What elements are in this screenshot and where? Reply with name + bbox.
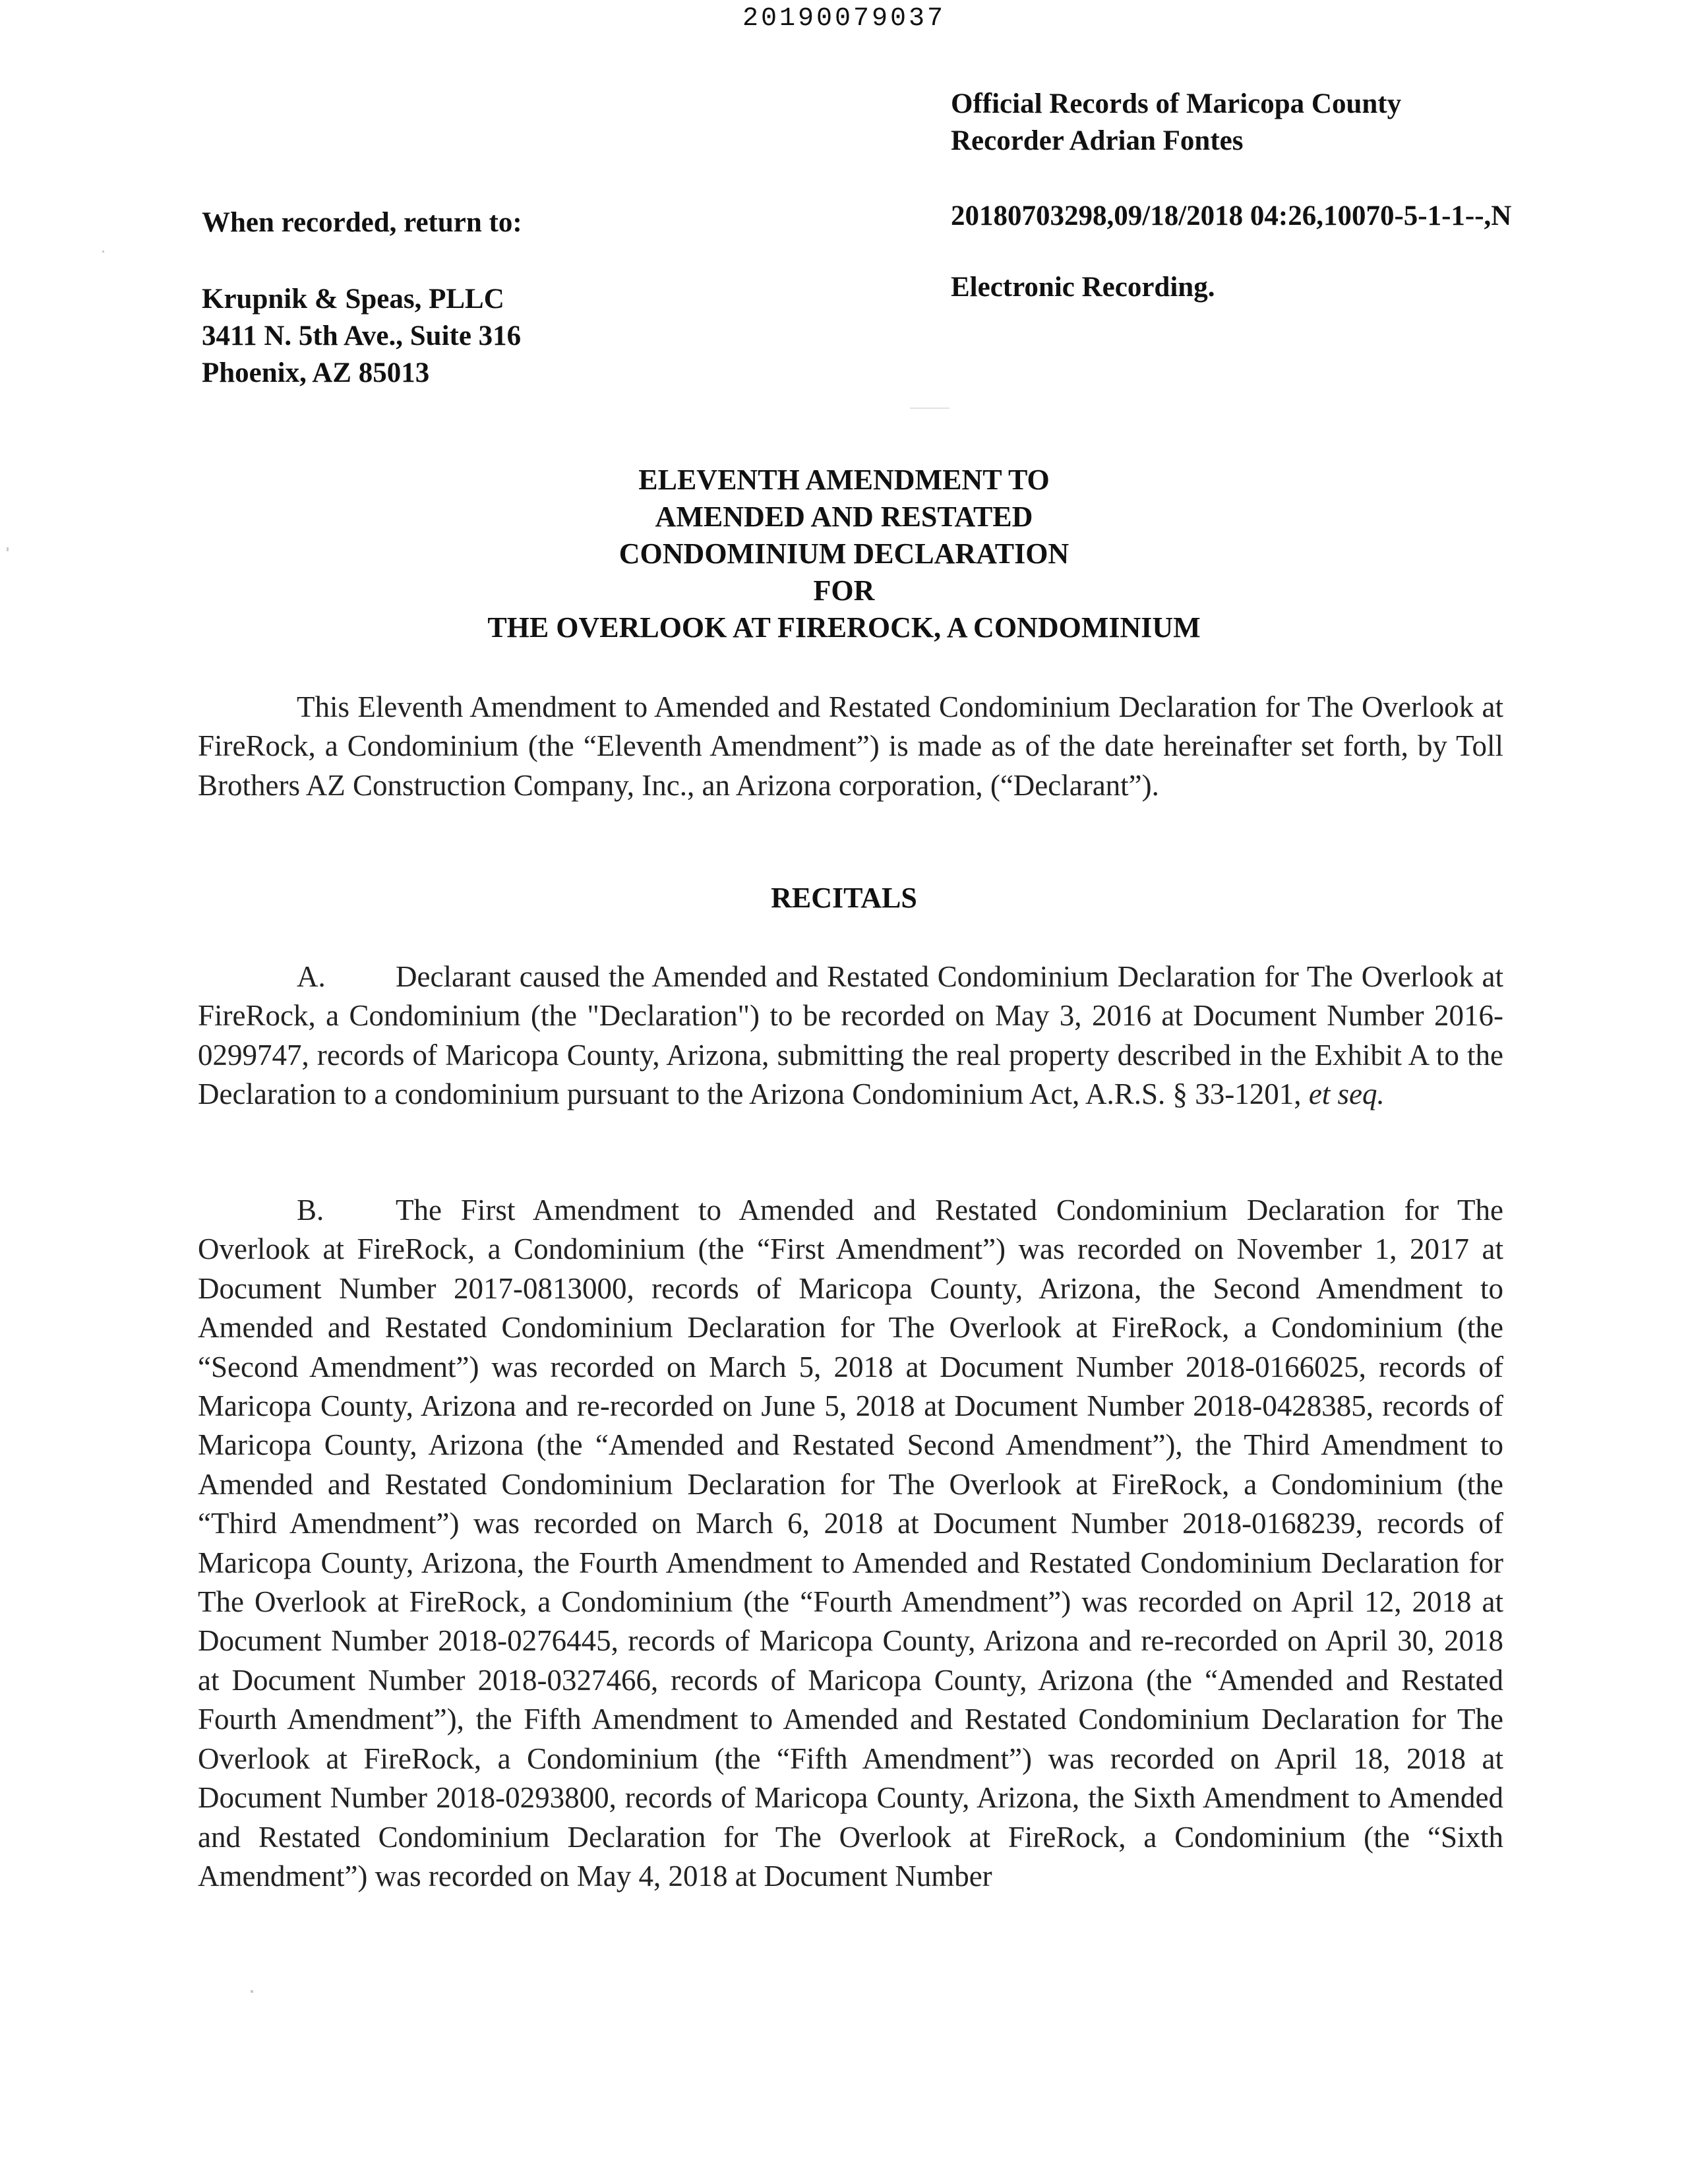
- recital-a-letter: A.: [297, 960, 326, 993]
- return-address: [202, 281, 521, 392]
- intro-paragraph: This Eleventh Amendment to Amended and Restated Condominium Declaration for The Overlook at FireRock, a Condominium (the “Eleventh Amendment”) is made as of the date hereinafter set forth, by Toll Brothers AZ Construction Company, Inc., an Arizona corporation, (“Declarant”).: [198, 690, 1503, 802]
- title-line-3: CONDOMINIUM DECLARATION: [618, 537, 1070, 570]
- scan-speck: [102, 251, 104, 253]
- return-address-city: Phoenix, AZ 85013: [202, 357, 430, 388]
- return-address-street: 3411 N. 5th Ave., Suite 316: [202, 320, 522, 351]
- document-number: 20190079037: [742, 4, 946, 34]
- return-address-name: Krupnik & Speas, PLLC: [202, 284, 504, 315]
- recital-a-italic: et seq.: [1308, 1077, 1385, 1111]
- title-line-5: THE OVERLOOK AT FIREROCK, A CONDOMINIUM: [487, 611, 1201, 644]
- scan-speck: [7, 547, 9, 551]
- recital-b-letter: B.: [297, 1194, 324, 1227]
- recital-b: [198, 1191, 1503, 1896]
- recorder-name-line: Recorder Adrian Fontes: [951, 125, 1244, 156]
- scan-speck: [251, 1990, 253, 1993]
- title-line-4: FOR: [813, 574, 875, 607]
- recording-office-line: Official Records of Maricopa County: [951, 88, 1402, 119]
- title-line-1: ELEVENTH AMENDMENT TO: [638, 464, 1050, 496]
- scan-speck: [910, 408, 950, 409]
- recital-b-text: The First Amendment to Amended and Restated Condominium Declaration for The Overlook at FireRock, a Condominium (the “First Amendment”) was recorded on November 1, 2017 at Document Number 2017-0813000, records of Maricopa County, Arizona, the Second Amendment to Amended and Restated Condominium Declaration for The Overlook at FireRock, a Condominium (the “Second Amendment”) was recorded on March 5, 2018 at Document Number 2018-0166025, records of Maricopa County, Arizona and re-recorded on June 5, 2018 at Document Number 2018-0428385, records of Maricopa County, Arizona (the “Amended and Restated Second Amendment”), the Third Amendment to Amended and Restated Condominium Declaration for The Overlook at FireRock, a Condominium (the “Third Amendment”) was recorded on March 6, 2018 at Document Number 2018-0168239, records of Maricopa County, Arizona, the Fourth Amendment to Amended and Restated Condominium Declaration for The Overlook at FireRock, a Condominium (the “Fourth Amendment”) was recorded on April 12, 2018 at Document Number 2018-0276445, records of Maricopa County, Arizona and re-recorded on April 30, 2018 at Document Number 2018-0327466, records of Maricopa County, Arizona (the “Amended and Restated Fourth Amendment”), the Fifth Amendment to Amended and Restated Condominium Declaration for The Overlook at FireRock, a Condominium (the “Fifth Amendment”) was recorded on April 18, 2018 at Document Number 2018-0293800, records of Maricopa County, Arizona, the Sixth Amendment to Amended and Restated Condominium Declaration for The Overlook at FireRock, a Condominium (the “Sixth Amendment”) was recorded on May 4, 2018 at Document Number: [198, 1194, 1503, 1893]
- recital-a: [198, 957, 1503, 1114]
- recitals-heading: RECITALS: [771, 882, 917, 914]
- recording-type: Electronic Recording.: [951, 272, 1215, 303]
- title-line-2: AMENDED AND RESTATED: [655, 501, 1033, 533]
- recording-stamp: 20180703298,09/18/2018 04:26,10070-5-1-1--,N: [951, 200, 1512, 231]
- recital-a-text: Declarant caused the Amended and Restated Condominium Declaration for The Overlook at FireRock, a Condominium (the "Declaration") to be recorded on May 3, 2016 at Document Number 2016-0299747, records of Maricopa County, Arizona, submitting the real property described in the Exhibit A to the Declaration to a condominium pursuant to the Arizona Condominium Act, A.R.S. § 33-1201,: [198, 960, 1503, 1111]
- recording-info: [951, 86, 1401, 160]
- return-to-label: When recorded, return to:: [202, 207, 522, 238]
- document-title: [0, 462, 1688, 646]
